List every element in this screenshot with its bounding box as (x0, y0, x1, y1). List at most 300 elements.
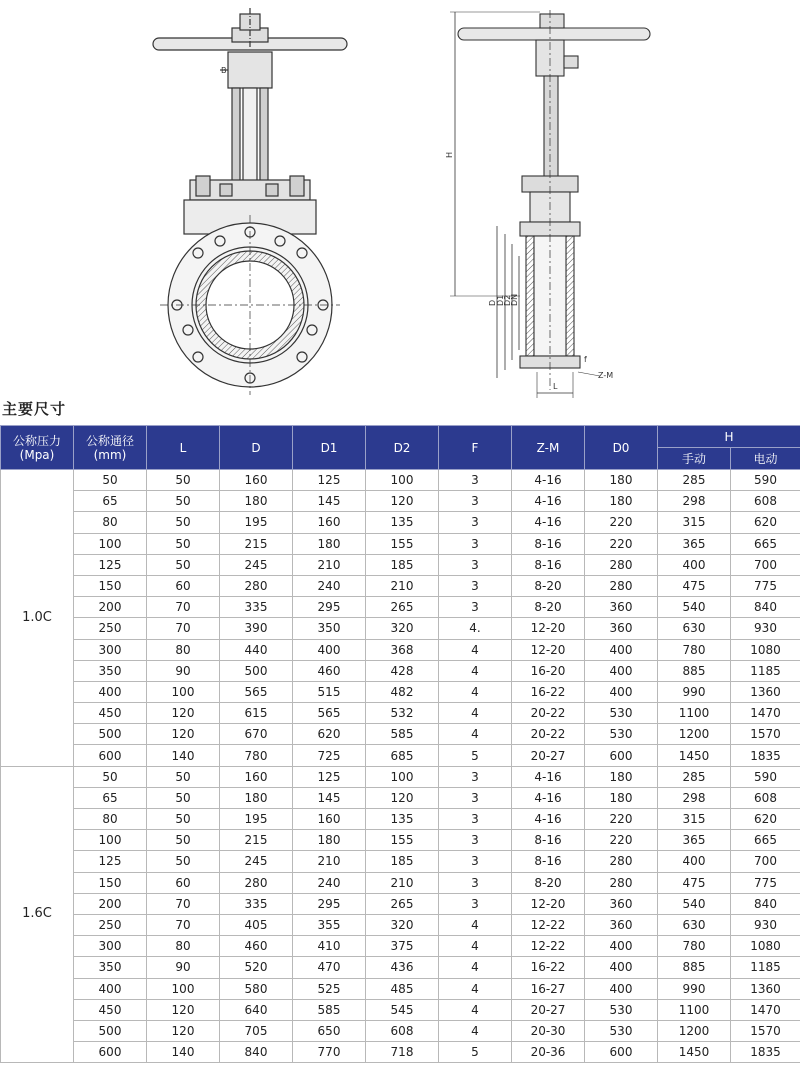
table-cell: 298 (658, 491, 731, 512)
table-cell: 185 (366, 851, 439, 872)
table-cell: 840 (220, 1042, 293, 1063)
table-cell: 436 (366, 957, 439, 978)
table-cell: 5 (439, 1042, 512, 1063)
table-cell: 125 (74, 554, 147, 575)
table-cell: 100 (147, 978, 220, 999)
table-cell: 210 (366, 575, 439, 596)
table-cell: 180 (220, 787, 293, 808)
table-cell: 500 (74, 1020, 147, 1041)
table-cell: 365 (658, 830, 731, 851)
table-cell: 1835 (731, 1042, 800, 1063)
table-row (1, 660, 800, 681)
table-cell: 608 (366, 1020, 439, 1041)
table-cell: 335 (220, 597, 293, 618)
table-cell: 210 (366, 872, 439, 893)
table-cell: 200 (74, 893, 147, 914)
table-cell: 265 (366, 597, 439, 618)
table-row (1, 1020, 800, 1041)
table-row (1, 639, 800, 660)
table-cell: 280 (585, 872, 658, 893)
table-row (1, 470, 800, 491)
table-cell: 220 (585, 809, 658, 830)
table-cell: 990 (658, 681, 731, 702)
table-cell: 775 (731, 872, 800, 893)
table-cell: 532 (366, 703, 439, 724)
table-cell: 400 (74, 978, 147, 999)
table-cell: 250 (74, 914, 147, 935)
table-cell: 500 (74, 724, 147, 745)
table-cell: 265 (366, 893, 439, 914)
label-d2: D2 (503, 294, 512, 306)
header-manual: 手动 (658, 448, 731, 470)
table-row (1, 957, 800, 978)
table-row (1, 872, 800, 893)
label-dn: DN (510, 293, 519, 306)
table-cell: 8-16 (512, 533, 585, 554)
table-cell: 8-20 (512, 575, 585, 596)
table-cell: 885 (658, 660, 731, 681)
table-cell: 350 (293, 618, 366, 639)
table-cell: 50 (147, 787, 220, 808)
pressure-class-cell: 1.0C (1, 470, 74, 767)
table-cell: 4 (439, 639, 512, 660)
table-cell: 1570 (731, 724, 800, 745)
table-cell: 460 (220, 936, 293, 957)
table-cell: 180 (293, 830, 366, 851)
table-cell: 135 (366, 512, 439, 533)
table-cell: 4 (439, 703, 512, 724)
table-cell: 770 (293, 1042, 366, 1063)
table-cell: 3 (439, 851, 512, 872)
table-row (1, 681, 800, 702)
table-cell: 1470 (731, 999, 800, 1020)
table-cell: 285 (658, 766, 731, 787)
table-cell: 50 (147, 830, 220, 851)
table-cell: 4-16 (512, 766, 585, 787)
table-cell: 150 (74, 872, 147, 893)
table-cell: 475 (658, 575, 731, 596)
table-cell: 3 (439, 575, 512, 596)
label-h: H (445, 151, 454, 158)
table-cell: 360 (585, 893, 658, 914)
table-cell: 315 (658, 512, 731, 533)
table-cell: 1185 (731, 660, 800, 681)
table-cell: 50 (147, 470, 220, 491)
table-cell: 3 (439, 512, 512, 533)
table-cell: 90 (147, 660, 220, 681)
table-cell: 8-16 (512, 554, 585, 575)
table-cell: 65 (74, 787, 147, 808)
table-cell: 70 (147, 597, 220, 618)
table-cell: 3 (439, 470, 512, 491)
table-cell: 590 (731, 766, 800, 787)
table-cell: 335 (220, 893, 293, 914)
table-cell: 585 (366, 724, 439, 745)
header-h: H (658, 426, 800, 448)
table-cell: 320 (366, 914, 439, 935)
table-cell: 1080 (731, 936, 800, 957)
table-cell: 8-16 (512, 851, 585, 872)
table-cell: 215 (220, 830, 293, 851)
table-cell: 530 (585, 1020, 658, 1041)
table-cell: 1185 (731, 957, 800, 978)
table-header (1, 426, 800, 470)
table-cell: 210 (293, 851, 366, 872)
header-f: F (439, 426, 512, 470)
table-cell: 1450 (658, 745, 731, 766)
table-cell: 155 (366, 830, 439, 851)
table-cell: 220 (585, 830, 658, 851)
table-cell: 16-22 (512, 681, 585, 702)
table-cell: 4 (439, 936, 512, 957)
table-row (1, 597, 800, 618)
table-cell: 4 (439, 978, 512, 999)
table-cell: 240 (293, 575, 366, 596)
table-cell: 1100 (658, 703, 731, 724)
table-cell: 400 (585, 660, 658, 681)
table-cell: 775 (731, 575, 800, 596)
table-cell: 1200 (658, 1020, 731, 1041)
table-cell: 5 (439, 745, 512, 766)
table-cell: 355 (293, 914, 366, 935)
table-cell: 195 (220, 512, 293, 533)
table-cell: 120 (147, 999, 220, 1020)
table-cell: 160 (293, 809, 366, 830)
table-cell: 4 (439, 957, 512, 978)
table-cell: 280 (585, 575, 658, 596)
table-row (1, 724, 800, 745)
table-row (1, 851, 800, 872)
table-cell: 20-22 (512, 724, 585, 745)
table-cell: 145 (293, 491, 366, 512)
table-cell: 350 (74, 957, 147, 978)
label-d: D (488, 299, 497, 306)
table-cell: 155 (366, 533, 439, 554)
header-pressure (1, 426, 74, 470)
table-cell: 470 (293, 957, 366, 978)
table-cell: 160 (220, 470, 293, 491)
table-cell: 180 (220, 491, 293, 512)
table-row (1, 1042, 800, 1063)
header-zm: Z-M (512, 426, 585, 470)
table-cell: 1360 (731, 681, 800, 702)
table-cell: 240 (293, 872, 366, 893)
table-cell: 885 (658, 957, 731, 978)
table-cell: 3 (439, 809, 512, 830)
label-f: f (584, 355, 587, 364)
table-row (1, 745, 800, 766)
table-cell: 80 (74, 512, 147, 533)
table-cell: 50 (147, 533, 220, 554)
table-cell: 4 (439, 660, 512, 681)
table-cell: 160 (220, 766, 293, 787)
dimensions-table (0, 425, 800, 1063)
table-cell: 50 (147, 851, 220, 872)
header-d2: D2 (366, 426, 439, 470)
table-cell: 4 (439, 724, 512, 745)
table-cell: 20-36 (512, 1042, 585, 1063)
table-cell: 3 (439, 554, 512, 575)
table-cell: 428 (366, 660, 439, 681)
table-cell: 245 (220, 554, 293, 575)
table-row (1, 787, 800, 808)
table-cell: 718 (366, 1042, 439, 1063)
header-l: L (147, 426, 220, 470)
table-cell: 250 (74, 618, 147, 639)
table-cell: 80 (74, 809, 147, 830)
table-cell: 350 (74, 660, 147, 681)
table-cell: 300 (74, 639, 147, 660)
table-cell: 705 (220, 1020, 293, 1041)
table-cell: 12-20 (512, 618, 585, 639)
table-cell: 460 (293, 660, 366, 681)
table-cell: 50 (147, 809, 220, 830)
table-cell: 50 (74, 766, 147, 787)
table-cell: 12-22 (512, 914, 585, 935)
table-cell: 65 (74, 491, 147, 512)
table-cell: 665 (731, 830, 800, 851)
table-row (1, 512, 800, 533)
table-cell: 280 (220, 872, 293, 893)
table-cell: 1450 (658, 1042, 731, 1063)
table-cell: 245 (220, 851, 293, 872)
table-cell: 195 (220, 809, 293, 830)
table-cell: 100 (74, 830, 147, 851)
table-cell: 210 (293, 554, 366, 575)
table-cell: 410 (293, 936, 366, 957)
header-pressure-label: 公称压力 (12, 433, 61, 448)
table-cell: 3 (439, 766, 512, 787)
table-cell: 4-16 (512, 512, 585, 533)
table-cell: 280 (585, 554, 658, 575)
table-cell: 50 (147, 766, 220, 787)
table-cell: 665 (731, 533, 800, 554)
table-cell: 368 (366, 639, 439, 660)
table-cell: 8-20 (512, 597, 585, 618)
label-zm: Z-M (598, 371, 614, 380)
table-cell: 80 (147, 639, 220, 660)
table-cell: 700 (731, 554, 800, 575)
table-row (1, 809, 800, 830)
table-cell: 3 (439, 597, 512, 618)
label-l: L (553, 382, 558, 391)
table-cell: 1080 (731, 639, 800, 660)
table-cell: 150 (74, 575, 147, 596)
table-cell: 450 (74, 999, 147, 1020)
table-row (1, 936, 800, 957)
table-cell: 70 (147, 618, 220, 639)
table-cell: 360 (585, 914, 658, 935)
table-cell: 300 (74, 936, 147, 957)
table-cell: 670 (220, 724, 293, 745)
table-cell: 180 (585, 766, 658, 787)
table-cell: 16-27 (512, 978, 585, 999)
table-cell: 90 (147, 957, 220, 978)
table-cell: 20-22 (512, 703, 585, 724)
table-cell: 100 (74, 533, 147, 554)
table-cell: 530 (585, 703, 658, 724)
table-cell: 400 (585, 936, 658, 957)
table-cell: 70 (147, 893, 220, 914)
table-cell: 100 (366, 470, 439, 491)
table-cell: 60 (147, 575, 220, 596)
table-cell: 930 (731, 618, 800, 639)
table-cell: 8-16 (512, 830, 585, 851)
table-cell: 608 (731, 787, 800, 808)
table-cell: 16-20 (512, 660, 585, 681)
table-row (1, 491, 800, 512)
table-cell: 530 (585, 999, 658, 1020)
header-nominal-label: 公称通径 (85, 433, 134, 448)
table-cell: 50 (74, 470, 147, 491)
table-cell: 50 (147, 512, 220, 533)
table-cell: 220 (585, 512, 658, 533)
table-cell: 50 (147, 491, 220, 512)
table-cell: 600 (585, 745, 658, 766)
table-cell: 70 (147, 914, 220, 935)
table-cell: 120 (366, 491, 439, 512)
table-cell: 12-20 (512, 893, 585, 914)
table-cell: 400 (585, 978, 658, 999)
table-cell: 990 (658, 978, 731, 999)
table-cell: 630 (658, 618, 731, 639)
table-cell: 405 (220, 914, 293, 935)
table-cell: 620 (731, 809, 800, 830)
table-cell: 400 (293, 639, 366, 660)
table-cell: 1360 (731, 978, 800, 999)
table-cell: 545 (366, 999, 439, 1020)
table-cell: 16-22 (512, 957, 585, 978)
header-nominal (74, 426, 147, 470)
header-pressure-unit: (Mpa) (19, 447, 55, 462)
table-cell: 3 (439, 872, 512, 893)
section-title: 主要尺寸 (2, 400, 67, 418)
table-cell: 360 (585, 618, 658, 639)
table-cell: 295 (293, 597, 366, 618)
table-cell: 3 (439, 893, 512, 914)
table-cell: 120 (147, 1020, 220, 1041)
table-cell: 180 (585, 491, 658, 512)
table-row (1, 575, 800, 596)
table-row (1, 893, 800, 914)
table-cell: 4-16 (512, 491, 585, 512)
table-cell: 515 (293, 681, 366, 702)
table-cell: 360 (585, 597, 658, 618)
table-cell: 80 (147, 936, 220, 957)
table-cell: 375 (366, 936, 439, 957)
table-cell: 280 (585, 851, 658, 872)
table-cell: 20-27 (512, 999, 585, 1020)
table-cell: 4 (439, 914, 512, 935)
table-cell: 4 (439, 1020, 512, 1041)
table-cell: 400 (658, 554, 731, 575)
table-cell: 840 (731, 893, 800, 914)
table-cell: 400 (74, 681, 147, 702)
table-cell: 585 (293, 999, 366, 1020)
table-cell: 1835 (731, 745, 800, 766)
table-row (1, 533, 800, 554)
table-cell: 580 (220, 978, 293, 999)
table-cell: 540 (658, 597, 731, 618)
table-cell: 1100 (658, 999, 731, 1020)
header-electric: 电动 (731, 448, 800, 470)
table-cell: 530 (585, 724, 658, 745)
table-cell: 3 (439, 830, 512, 851)
pressure-class-cell: 1.6C (1, 766, 74, 1063)
table-cell: 485 (366, 978, 439, 999)
table-cell: 400 (585, 639, 658, 660)
table-cell: 685 (366, 745, 439, 766)
table-cell: 100 (366, 766, 439, 787)
table-cell: 120 (147, 724, 220, 745)
table-cell: 12-20 (512, 639, 585, 660)
table-cell: 4-16 (512, 809, 585, 830)
table-cell: 295 (293, 893, 366, 914)
table-cell: 180 (293, 533, 366, 554)
front-view (153, 8, 347, 395)
header-nominal-unit: (mm) (93, 447, 127, 462)
table-cell: 140 (147, 1042, 220, 1063)
table-cell: 780 (658, 639, 731, 660)
table-cell: 4-16 (512, 470, 585, 491)
label-d1: D1 (496, 294, 505, 306)
table-row (1, 554, 800, 575)
table-cell: 120 (366, 787, 439, 808)
table-cell: 620 (731, 512, 800, 533)
table-cell: 3 (439, 491, 512, 512)
table-cell: 125 (74, 851, 147, 872)
table-cell: 185 (366, 554, 439, 575)
table-cell: 220 (585, 533, 658, 554)
table-row (1, 830, 800, 851)
table-cell: 700 (731, 851, 800, 872)
table-cell: 608 (731, 491, 800, 512)
table-row (1, 978, 800, 999)
table-cell: 500 (220, 660, 293, 681)
table-cell: 4-16 (512, 787, 585, 808)
table-cell: 400 (658, 851, 731, 872)
table-cell: 315 (658, 809, 731, 830)
table-cell: 565 (220, 681, 293, 702)
table-cell: 400 (585, 957, 658, 978)
label-b: B (221, 66, 227, 75)
table-cell: 20-27 (512, 745, 585, 766)
table-cell: 120 (147, 703, 220, 724)
table-cell: 4. (439, 618, 512, 639)
table-cell: 60 (147, 872, 220, 893)
table-cell: 298 (658, 787, 731, 808)
table-cell: 540 (658, 893, 731, 914)
table-cell: 780 (658, 936, 731, 957)
table-cell: 525 (293, 978, 366, 999)
table-row (1, 766, 800, 787)
table-cell: 600 (74, 1042, 147, 1063)
table-body (1, 470, 800, 1063)
header-d0: D0 (585, 426, 658, 470)
table-cell: 135 (366, 809, 439, 830)
table-cell: 215 (220, 533, 293, 554)
table-cell: 365 (658, 533, 731, 554)
table-cell: 590 (731, 470, 800, 491)
table-cell: 600 (585, 1042, 658, 1063)
table-row (1, 618, 800, 639)
table-cell: 1470 (731, 703, 800, 724)
table-cell: 145 (293, 787, 366, 808)
table-cell: 140 (147, 745, 220, 766)
table-cell: 125 (293, 766, 366, 787)
table-cell: 3 (439, 533, 512, 554)
table-cell: 200 (74, 597, 147, 618)
